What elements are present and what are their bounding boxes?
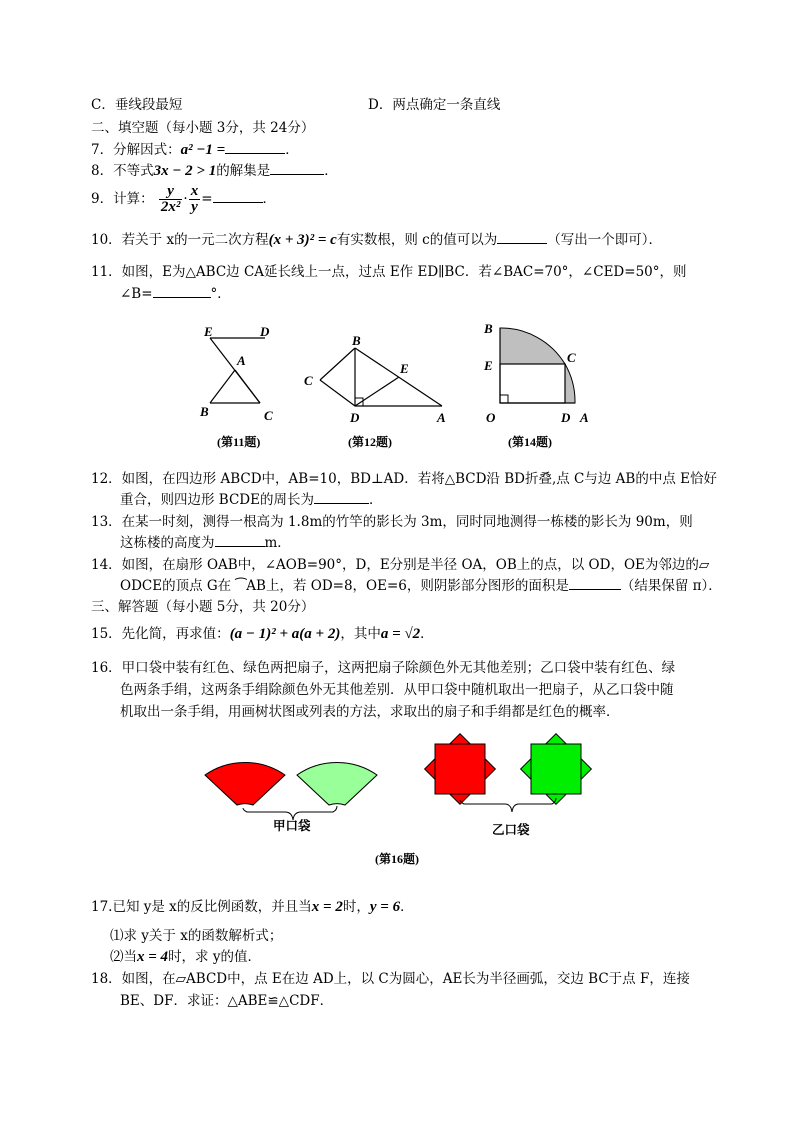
question-12-line1: 12．如图，在四边形 ABCD中，AB=10，BD⊥AD．若将△BCD沿 BD折叠,点 C与边 AB的中点 E恰好 bbox=[91, 471, 717, 487]
shaded-region-top bbox=[500, 328, 565, 364]
question-16-line1: 16．甲口袋中装有红色、绿色两把扇子，这两把扇子除颜色外无其他差别；乙口袋中装有红色、绿 bbox=[91, 660, 676, 676]
q15-value: a = √2 bbox=[380, 626, 421, 642]
q8-expression: 3x − 2 > 1 bbox=[153, 163, 217, 179]
figure-11 bbox=[199, 324, 273, 449]
section3-title: 三、解答题（每小题 5分，共 20分） bbox=[91, 599, 315, 615]
shaded-region-right bbox=[565, 364, 575, 403]
answer-blank[interactable] bbox=[225, 141, 285, 154]
label-A: A bbox=[237, 353, 246, 368]
red-fan bbox=[205, 762, 285, 805]
label-D: D bbox=[561, 410, 571, 425]
question-13-line1: 13．在某一时刻，测得一根高为 1.8m的竹竿的影长为 3m，同时同地测得一栋楼的影长为 90m，则 bbox=[91, 514, 693, 530]
red-handkerchief bbox=[425, 734, 496, 805]
label-C: C bbox=[264, 408, 273, 423]
question-16-line2: 色两条手绢，这两条手绢除颜色外无其他差别．从甲口袋中随机取出一把扇子，从乙口袋中随 bbox=[120, 682, 674, 698]
label-C: C bbox=[304, 373, 313, 388]
question-9: 9．计算： $\frac{y}{\text{2x²}}$ · $\frac{x}{y}$ = ． bbox=[91, 183, 276, 215]
figure-16 bbox=[195, 730, 615, 875]
question-15: 15．先化简，再求值：(a − 1)² + a(a + 2)，其中a = √2． bbox=[91, 626, 434, 642]
question-10: 10．若关于 x的一元二次方程(x + 3)² = c有实数根，则 c的值可以为 （写出一个即可）． bbox=[91, 232, 662, 248]
question-16-line3: 机取出一条手绢，用画树状图或列表的方法，求取出的扇子和手绢都是红色的概率． bbox=[120, 704, 620, 720]
question-17: 17.已知 y是 x的反比例函数，并且当x = 2时，y = 6． bbox=[91, 899, 414, 915]
question-18-line1: 18．如图，在▱ABCD中，点 E在边 AD上，以 C为圆心，AE长为半径画弧，交边 BC于点 F，连接 bbox=[91, 971, 690, 987]
question-12-line2: 重合，则四边形 BCDE的周长为 ． bbox=[120, 492, 383, 508]
question-11-line2: ∠B= °． bbox=[120, 286, 231, 302]
label-B: B bbox=[200, 404, 209, 419]
fraction-x-over-y: $\frac{x}{y}$ bbox=[190, 183, 199, 215]
bag2-label: 乙口袋 bbox=[492, 823, 530, 837]
label-D: D bbox=[350, 410, 360, 425]
question-17-sub2: ⑵当x = 4时，求 y的值． bbox=[110, 949, 261, 965]
answer-blank[interactable] bbox=[497, 231, 547, 244]
answer-blank[interactable] bbox=[569, 577, 621, 590]
question-18-line2: BE、DF．求证：△ABE≌△CDF． bbox=[120, 993, 334, 1009]
fig16-caption: (第16题) bbox=[375, 852, 419, 866]
question-17-sub1: ⑴求 y关于 x的函数解析式； bbox=[110, 928, 283, 944]
fig11-caption: (第11题) bbox=[217, 435, 261, 449]
brace-bag1 bbox=[243, 806, 337, 820]
answer-blank[interactable] bbox=[213, 190, 263, 203]
option-d: D．两点确定一条直线 bbox=[368, 97, 501, 113]
fig12-caption: (第12题) bbox=[348, 435, 392, 449]
question-14-line2: ODCE的顶点 G在 ⁀AB上，若 OD=8，OE=6，则阴影部分图形的面积是 （结果保留 π）． bbox=[120, 578, 722, 594]
figure-14 bbox=[483, 321, 589, 449]
label-A: A bbox=[437, 410, 446, 425]
q10-expression: (x + 3)² = c bbox=[268, 232, 337, 248]
label-A: A bbox=[580, 410, 589, 425]
green-fan bbox=[297, 762, 377, 805]
section2-title: 二、填空题（每小题 3分，共 24分） bbox=[91, 120, 315, 136]
label-B: B bbox=[484, 321, 493, 336]
answer-blank[interactable] bbox=[314, 491, 369, 504]
question-8: 8．不等式3x − 2 > 1的解集是 ． bbox=[91, 163, 338, 179]
brace-bag2 bbox=[460, 798, 556, 812]
question-13-line2: 这栋楼的高度为 m． bbox=[120, 535, 291, 551]
green-handkerchief bbox=[521, 734, 592, 805]
answer-blank[interactable] bbox=[215, 534, 265, 547]
figures-row bbox=[180, 318, 620, 458]
question-7: 7．分解因式：a² −1 = ． bbox=[91, 142, 299, 158]
fig14-caption: (第14题) bbox=[508, 435, 552, 449]
fraction-y-over-2x2: $\frac{y}{\text{2x²}}$ bbox=[160, 183, 181, 215]
q15-expression: (a − 1)² + a(a + 2) bbox=[229, 626, 341, 642]
label-E: E bbox=[484, 358, 493, 373]
label-C: C bbox=[567, 350, 576, 365]
figure-12 bbox=[304, 333, 446, 449]
question-14-line1: 14．如图，在扇形 OAB中，∠AOB=90°，D，E分别是半径 OA，OB上的点，以 OD，OE为邻边的▱ bbox=[91, 557, 710, 573]
q7-expression: a² −1 = bbox=[180, 142, 226, 158]
answer-blank[interactable] bbox=[153, 285, 211, 298]
label-D: D bbox=[260, 324, 270, 339]
label-E: E bbox=[400, 361, 409, 376]
option-c: C．垂线段最短 bbox=[91, 97, 183, 113]
label-B: B bbox=[352, 333, 361, 348]
question-11-line1: 11．如图，E为△ABC边 CA延长线上一点，过点 E作 ED∥BC．若∠BAC=70°，∠CED=50°，则 bbox=[91, 264, 687, 280]
label-O: O bbox=[486, 410, 496, 425]
bag1-label: 甲口袋 bbox=[273, 819, 311, 833]
label-E: E bbox=[204, 324, 213, 339]
answer-blank[interactable] bbox=[270, 162, 324, 175]
